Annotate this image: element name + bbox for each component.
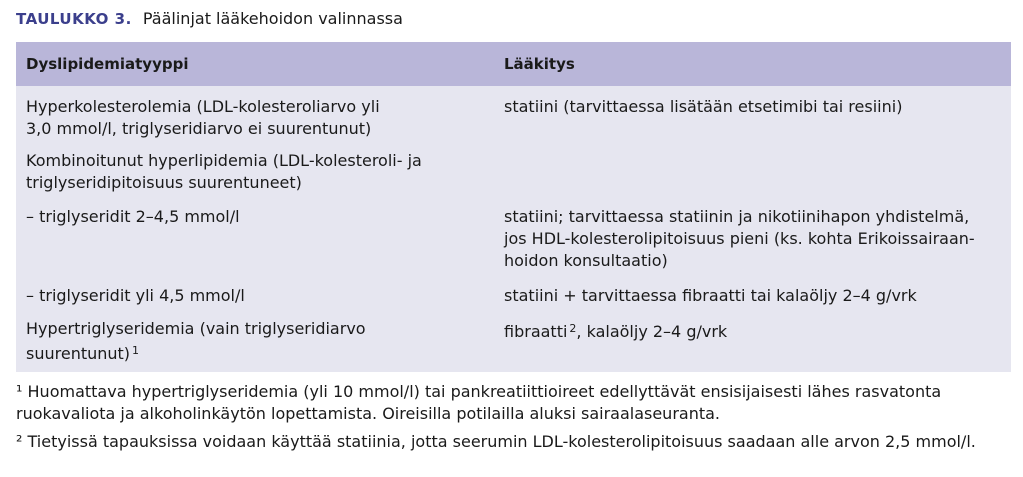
dyslipidemia-type-cell: [26, 285, 486, 307]
footnote-text: Huomattava hypertriglyseridemia (yli 10 mmol/l) tai pankreatiittioireet edellyttävät ensisijaisesti lähes rasvatonta: [27, 382, 942, 401]
medication-cell: [504, 206, 1004, 272]
medication-cell: [504, 318, 1004, 343]
footnote-marker: ²: [16, 432, 23, 451]
dyslipidemia-type-cell: [26, 150, 486, 194]
table-caption: [16, 9, 403, 29]
cell-line: hoidon konsultaatio): [504, 251, 668, 270]
cell-line: triglyseridipitoisuus suurentuneet): [26, 173, 302, 192]
footnote-line: ruokavaliota ja alkoholinkäytön lopettamista. Oireisilla potilailla aluksi sairaalaseuranta.: [16, 404, 721, 423]
dyslipidemia-type-cell: [26, 96, 486, 140]
cell-line: statiini; tarvittaessa statiinin ja nikotiinihapon yhdistelmä,: [504, 207, 970, 226]
cell-line: [504, 318, 1004, 343]
cell-line: jos HDL-kolesterolipitoisuus pieni (ks. kohta Erikoissairaan-: [504, 229, 975, 248]
cell-text: suurentunut): [26, 344, 131, 363]
guideline-table: [16, 42, 1011, 372]
footnote-line: [16, 431, 1016, 453]
footnotes: [16, 381, 1016, 459]
footnote-marker: 2: [569, 322, 577, 335]
footnote-2: [16, 431, 1016, 453]
column-header-medication: Lääkitys: [504, 55, 575, 73]
cell-line: statiini + tarvittaessa fibraatti tai kalaöljy 2–4 g/vrk: [504, 286, 917, 305]
cell-line: Hypertriglyseridemia (vain triglyseridiarvo: [26, 319, 366, 338]
footnote-text: Tietyissä tapauksissa voidaan käyttää statiinia, jotta seerumin LDL-kolesterolipitoisuus saadaan alle arvon 2,5 mmol/l.: [27, 432, 976, 451]
cell-line: 3,0 mmol/l, triglyseridiarvo ei suurentunut): [26, 119, 372, 138]
cell-line: Kombinoitunut hyperlipidemia (LDL-kolesteroli- ja: [26, 151, 422, 170]
dyslipidemia-type-cell: [26, 318, 486, 365]
cell-line: Hyperkolesterolemia (LDL-kolesteroliarvo yli: [26, 97, 380, 116]
cell-line: – triglyseridit yli 4,5 mmol/l: [26, 286, 245, 305]
column-header-type: Dyslipidemiatyyppi: [26, 55, 189, 73]
footnote-line: [16, 381, 1016, 403]
cell-line: – triglyseridit 2–4,5 mmol/l: [26, 207, 240, 226]
table-number-label: TAULUKKO 3.: [16, 10, 132, 28]
table-title: Päälinjat lääkehoidon valinnassa: [142, 9, 403, 28]
cell-line: [26, 340, 486, 365]
cell-line: statiini (tarvittaessa lisätään etsetimibi tai resiini): [504, 97, 903, 116]
footnote-1: [16, 381, 1016, 425]
medication-cell: [504, 96, 1004, 118]
medication-cell: [504, 285, 1004, 307]
cell-text: fibraatti: [504, 322, 568, 341]
table-header: [16, 42, 1011, 86]
footnote-marker: 1: [132, 344, 140, 357]
footnote-marker: ¹: [16, 382, 23, 401]
cell-text: , kalaöljy 2–4 g/vrk: [576, 322, 728, 341]
dyslipidemia-type-cell: [26, 206, 486, 228]
